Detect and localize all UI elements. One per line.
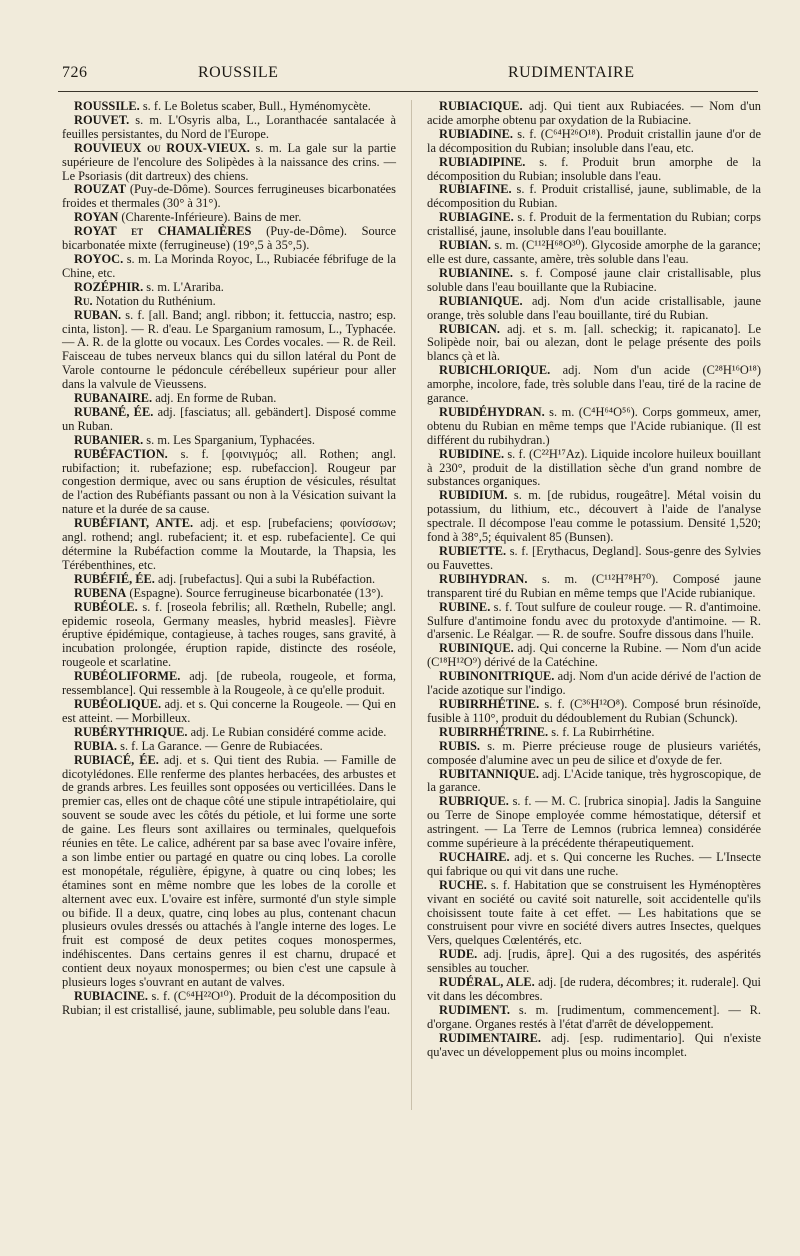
- entry-headword: RUBANAIRE.: [74, 391, 153, 406]
- entry-definition: s. m. Les Sparganium, Typhacées.: [143, 432, 315, 447]
- entry-definition: s. f. Produit de la fermentation du Rubian; corps cristallisé, jaune, insoluble dans l'eau bouillante.: [427, 210, 761, 239]
- entry-definition: adj. Nom d'un acide cristallisable, jaune orange, très soluble dans l'eau bouillante, tiré du Rubian.: [427, 293, 761, 322]
- header-rule: [58, 91, 758, 92]
- entry-headword: RUBIAN.: [439, 238, 491, 253]
- entry-definition: adj. En forme de Ruban.: [152, 391, 277, 406]
- dictionary-entry: [427, 726, 761, 740]
- entry-definition: adj. et s. m. [all. scheckig; it. rapicanato]. Le Solipède noir, bai ou alezan, dont le pelage présente des poils blancs çà et là.: [427, 321, 761, 364]
- entry-headword: RUCHAIRE.: [439, 849, 510, 864]
- dictionary-entry: [427, 642, 761, 670]
- dictionary-entry: [62, 434, 396, 448]
- dictionary-entry: [62, 517, 396, 573]
- entry-headword: RUBIAGINE.: [439, 210, 514, 225]
- entry-definition: s. f. (C²²H¹⁷Az). Liquide incolore huileux bouillant à 230°, produit de la distillation sèche d'un grand nombre de substances organiques.: [427, 446, 761, 489]
- dictionary-entry: [427, 545, 761, 573]
- entry-headword: RUBANIER.: [74, 432, 144, 447]
- dictionary-entry: [427, 448, 761, 490]
- entry-headword: RUBINE.: [439, 599, 491, 614]
- entry-headword: RUBÉOLE.: [74, 599, 138, 614]
- entry-headword: ROYAN: [74, 210, 119, 225]
- dictionary-entry: [427, 698, 761, 726]
- entry-headword: RUBIANINE.: [439, 265, 514, 280]
- dictionary-entry: [427, 364, 761, 406]
- dictionary-entry: [427, 211, 761, 239]
- dictionary-entry: [62, 990, 396, 1018]
- entry-headword: RUDIMENT.: [439, 1002, 511, 1017]
- entry-headword: RUDIMENTAIRE.: [439, 1030, 541, 1045]
- dictionary-entry: [62, 573, 396, 587]
- entry-headword: RUBRIQUE.: [439, 794, 509, 809]
- dictionary-entry: [62, 754, 396, 990]
- entry-definition: adj. Nom d'un acide dérivé de l'action de l'acide azotique sur l'indigo.: [427, 669, 761, 698]
- entry-definition: adj. [rudis, âpre]. Qui a des rugosités, des aspérités sensibles au toucher.: [427, 947, 761, 976]
- left-running-head: ROUSSILE: [198, 64, 279, 81]
- dictionary-entry: [427, 489, 761, 545]
- entry-headword: RUBIADINE.: [439, 126, 514, 141]
- entry-headword: ROUVET.: [74, 112, 130, 127]
- entry-headword: RUBIAFINE.: [439, 182, 512, 197]
- dictionary-entry: [427, 670, 761, 698]
- entry-definition: s. f. Produit brun amorphe de la décomposition du Rubian; insoluble dans l'eau.: [427, 154, 761, 183]
- entry-definition: s. f. [φοινιγμός; all. Rothen; angl. rubifaction; it. rubefazione; esp. rubefaccion]. Rougeur par congestion dermique, avec ou sans éruption de vésicules, résultat de l'action des Rubéfiants passant ou non à la Vésication suivant la nature et la durée de sa cause.: [62, 446, 396, 517]
- entry-headword: RUBICAN.: [439, 321, 500, 336]
- dictionary-entry: [427, 948, 761, 976]
- entry-definition: s. f. Composé jaune clair cristallisable, plus soluble dans l'eau bouillante que la Rubiacine.: [427, 265, 761, 294]
- entry-definition: s. m. L'Osyris alba, L., Loranthacée santalacée à feuilles persistantes, du Nord de l'Europe.: [62, 112, 396, 141]
- dictionary-entry: [427, 1032, 761, 1060]
- entry-headword: RUBIACÉ, ÉE.: [74, 752, 159, 767]
- entry-definition: adj. [de rubeola, rougeole, et forma, ressemblance]. Qui ressemble à la Rougeole, à ce qu'elle produit.: [62, 669, 396, 698]
- entry-definition: s. f. La Rubirrhétine.: [548, 724, 655, 739]
- entry-definition: adj. Qui concerne la Rubine. — Nom d'un acide (C¹⁸H¹²O⁹) dérivé de la Catéchine.: [427, 641, 761, 670]
- entry-definition: s. m. La Morinda Royoc, L., Rubiacée fébrifuge de la Chine, etc.: [62, 251, 396, 280]
- dictionary-entry: [62, 448, 396, 518]
- entry-headword: Ru.: [74, 293, 93, 308]
- dictionary-entry: [62, 670, 396, 698]
- entry-headword: RUBIS.: [439, 738, 480, 753]
- dictionary-entry: [62, 740, 396, 754]
- entry-headword: RUBIHYDRAN.: [439, 571, 528, 586]
- entry-definition: s. f. (C³⁶H¹²O⁸). Composé brun résinoïde, fusible à 110°, produit du dédoublement du Rubian (Schunck).: [427, 696, 761, 725]
- entry-definition: s. m. (C¹¹²H⁷⁸H⁷⁰). Composé jaune transparent tiré du Rubian en même temps que l'Acide rubianique.: [427, 571, 761, 600]
- dictionary-entry: [427, 573, 761, 601]
- dictionary-entry: [62, 183, 396, 211]
- dictionary-entry: [62, 726, 396, 740]
- dictionary-entry: [62, 114, 396, 142]
- entry-definition: s. f. [all. Band; angl. ribbon; it. fettuccia, nastro; esp. cinta, liston]. — R. d'eau. Le Sparganium ramosum, L., Typhacée. — A. R. de la glotte ou vocaux. Les Cordes vocales. — R. de Reil. Faisceau de tubes nerveux blancs qui du sillon latéral du Pont de Varole contourne le pédoncule cérébelleux supérieur pour aller dans la valvule de Vieussens.: [62, 307, 396, 392]
- entry-headword: RUDE.: [439, 947, 478, 962]
- entry-headword: RUBIADIPINE.: [439, 154, 526, 169]
- entry-headword: ROUSSILE.: [74, 99, 140, 113]
- entry-headword: RUBIRRHÉTINE.: [439, 696, 540, 711]
- entry-definition: adj. et esp. [rubefaciens; φοινίσσων; angl. rothend; angl. rubefacient; it. et esp. rubefaciente]. Ce qui détermine la Rubéfaction comme la Moutarde, la Thapsia, les Térébenthines, etc.: [62, 516, 397, 572]
- entry-headword: ROUVIEUX ou ROUX-VIEUX.: [74, 140, 250, 155]
- entry-definition: (Puy-de-Dôme). Sources ferrugineuses bicarbonatées froides et thermales (30° à 31°).: [62, 182, 396, 211]
- entry-definition: adj. [rubefactus]. Qui a subi la Rubéfaction.: [154, 571, 376, 586]
- dictionary-entry: [62, 309, 396, 392]
- entry-headword: RUBIRRHÉTRINE.: [439, 724, 549, 739]
- entry-headword: ROYAT et CHAMALIÈRES: [74, 224, 252, 239]
- dictionary-entry: [62, 698, 396, 726]
- entry-headword: RUBIETTE.: [439, 544, 507, 558]
- dictionary-entry: [62, 295, 396, 309]
- entry-definition: s. m. La gale sur la partie supérieure de l'encolure des Solipèdes à la naissance des crins. — Le Psoriasis (dit dartreux) des chiens.: [62, 140, 396, 183]
- dictionary-entry: [427, 976, 761, 1004]
- entry-headword: RUDÉRAL, ALE.: [439, 975, 535, 990]
- dictionary-entry: [427, 128, 761, 156]
- dictionary-entry: [427, 239, 761, 267]
- dictionary-entry: [427, 267, 761, 295]
- entry-headword: RUBIACIQUE.: [439, 99, 523, 113]
- entry-headword: RUBÉOLIFORME.: [74, 669, 181, 684]
- entry-definition: s. m. [de rubidus, rougeâtre]. Métal voisin du potassium, du lithium, etc., découvert à l'aide de l'analyse spectrale. Il décompose l'eau comme le potassium. Densité 1,520; fond à 38°,5; équivalent 85 (Bunsen).: [427, 488, 761, 545]
- entry-headword: ROYOC.: [74, 251, 124, 266]
- entry-definition: adj. [de rudera, décombres; it. ruderale]. Qui vit dans les décombres.: [427, 975, 761, 1003]
- dictionary-entry: [427, 768, 761, 796]
- dictionary-entry: [62, 211, 396, 225]
- entry-definition: s. f. Le Boletus scaber, Bull., Hyménomycète.: [139, 99, 371, 113]
- entry-headword: RUBIDINE.: [439, 446, 505, 461]
- dictionary-entry: [427, 406, 761, 448]
- dictionary-entry: [62, 225, 396, 253]
- entry-headword: ROUZAT: [74, 182, 127, 197]
- entry-definition: adj. Qui tient aux Rubiacées. — Nom d'un acide amorphe obtenu par oxydation de la Rubiacine.: [427, 99, 761, 127]
- entry-headword: RUBIANIQUE.: [439, 293, 523, 308]
- entry-definition: adj. et s. Qui tient des Rubia. — Famille de dicotylédones. Elle renferme des plantes herbacées, des arbustes et de grands arbres. Les feuilles sont opposées ou verticillées. Dans le premier cas, elles ont de chaque côté une stipule intrapétiolaire, qui souvent se soude avec les côtés du pétiole, et lui forme une sorte de gaine. Les fleurs sont axillaires ou terminales, quelquefois réunies en tête. Le calice, adhérent par sa base avec l'ovaire infère, a son limbe entier ou partagé en quatre ou cinq lobes. La corolle est monopétale, régulière, épigyne, à quatre ou cinq lobes; les étamines sont en même nombre que les lobes de la corolle et alternent avec eux. L'ovaire est infère, surmonté d'un style simple ou bifide. Il a deux, quatre, cinq lobes au plus, contenant chacun plusieurs ovules dressés ou attachés à l'angle interne des loges. Le fruit est composé de deux petites coques monospermes, indéhiscentes. Dans certains genres il est charnu, drupacé et contient deux noyaux monospermes; ou bien c'est une capsule à plusieurs loges s'ouvrant en autant de valves.: [62, 752, 397, 990]
- dictionary-entry: [427, 879, 761, 949]
- entry-definition: s. f. [roseola febrilis; all. Rœtheln, Rubelle; angl. epidemic roseola, Germany measles, hybrid measles]. Fièvre éruptive épidémique, contagieuse, à taches rouges, sans gravité, à incubation prolongée, éruption rapide, distincte des roséole, rougeole et scarlatine.: [62, 599, 396, 670]
- entry-definition: s. f. Habitation que se construisent les Hyménoptères vivant en société ou cavité soit naturelle, soit accidentelle qu'ils choisissent toute faite à cet effet. — Les habitations que se construisent pour vivre en société divers autres Insectes, quelques Vers, quelques Cœlentérés, etc.: [427, 877, 761, 948]
- dictionary-entry: [62, 406, 396, 434]
- entry-definition: adj. [esp. rudimentario]. Qui n'existe qu'avec un développement plus ou moins incomplet.: [427, 1030, 761, 1059]
- entry-headword: RUCHE.: [439, 877, 487, 892]
- entry-definition: s. f. Tout sulfure de couleur rouge. — R. d'antimoine. Sulfure d'antimoine fondu avec du protoxyde d'antimoine. — R. d'arsenic. Le Réalgar. — R. de soufre. Soufre dissous dans l'huile.: [427, 599, 761, 642]
- dictionary-entry: [427, 795, 761, 851]
- entry-definition: (Puy-de-Dôme). Source bicarbonatée mixte (ferrugineuse) (19°,5 à 35°,5).: [62, 224, 397, 253]
- entry-definition: (Charente-Inférieure). Bains de mer.: [118, 210, 302, 225]
- dictionary-entry: [62, 253, 396, 281]
- dictionary-entry: [427, 601, 761, 643]
- entry-definition: adj. [fasciatus; all. gebändert]. Disposé comme un Ruban.: [62, 404, 396, 433]
- entry-definition: adj. et s. Qui concerne les Ruches. — L'Insecte qui fabrique ou qui vit dans une ruche.: [427, 849, 761, 878]
- entry-definition: s. f. — M. C. [rubrica sinopia]. Jadis la Sanguine ou Terre de Sinope employée comme hémostatique, détersif et astringent. — La Terre de Lemnos (rubrica lemnea) considérée comme supérieure à la précédente thérapeutiquement.: [427, 794, 761, 851]
- dictionary-entry: [62, 601, 396, 671]
- entry-headword: RUBICHLORIQUE.: [439, 363, 551, 378]
- entry-definition: s. f. (C⁶⁴H²²O¹⁰). Produit de la décomposition du Rubian; il est cristallisé, jaune, sublimable, peu soluble dans l'eau.: [62, 989, 396, 1017]
- running-header: [0, 64, 800, 94]
- column-divider: [411, 100, 412, 1110]
- entry-headword: RUBANÉ, ÉE.: [74, 404, 154, 419]
- entry-headword: RUBÉFIANT, ANTE.: [74, 516, 194, 531]
- dictionary-entry: [62, 587, 396, 601]
- entry-definition: s. m. Pierre précieuse rouge de plusieurs variétés, composée d'alumine avec un peu de silice et d'oxyde de fer.: [427, 738, 761, 767]
- entry-definition: (Espagne). Source ferrugineuse bicarbonatée (13°).: [126, 585, 384, 600]
- entry-definition: adj. et s. Qui concerne la Rougeole. — Qui en est atteint. — Morbilleux.: [62, 696, 396, 725]
- entry-headword: RUBIACINE.: [74, 989, 149, 1003]
- entry-definition: s. f. La Garance. — Genre de Rubiacées.: [117, 738, 323, 753]
- entry-definition: s. m. (C¹¹²H⁶⁸O³⁰). Glycoside amorphe de la garance; elle est dure, cassante, amère, très soluble dans l'eau.: [427, 238, 761, 266]
- entry-headword: RUBÉFACTION.: [74, 446, 168, 461]
- left-column: [62, 100, 396, 1018]
- entry-headword: RUBINIQUE.: [439, 641, 514, 656]
- dictionary-entry: [62, 392, 396, 406]
- page-number: 726: [62, 64, 88, 81]
- entry-definition: s. f. [Erythacus, Degland]. Sous-genre des Sylvies ou Fauvettes.: [427, 544, 761, 572]
- dictionary-entry: [62, 100, 396, 114]
- entry-headword: RUBIDIUM.: [439, 488, 508, 503]
- entry-headword: ROZÉPHIR.: [74, 279, 144, 294]
- entry-definition: s. m. L'Arariba.: [143, 279, 224, 294]
- entry-headword: RUBITANNIQUE.: [439, 766, 539, 781]
- entry-definition: adj. L'Acide tanique, très hygroscopique, de la garance.: [427, 766, 761, 795]
- dictionary-entry: [427, 156, 761, 184]
- entry-headword: RUBÉRYTHRIQUE.: [74, 724, 188, 739]
- dictionary-entry: [427, 183, 761, 211]
- dictionary-entry: [427, 295, 761, 323]
- right-running-head: RUDIMENTAIRE: [508, 64, 635, 81]
- dictionary-entry: [427, 323, 761, 365]
- entry-headword: RUBINONITRIQUE.: [439, 669, 555, 684]
- entry-definition: s. f. Produit cristallisé, jaune, sublimable, de la décomposition du Rubian.: [427, 182, 761, 211]
- dictionary-entry: [427, 740, 761, 768]
- dictionary-entry: [62, 142, 396, 184]
- entry-headword: RUBÉFIÉ, ÉE.: [74, 571, 155, 586]
- right-column: [427, 100, 761, 1060]
- entry-definition: s. m. [rudimentum, commencement]. — R. d'organe. Organes restés à l'état d'arrêt de développement.: [427, 1002, 761, 1031]
- entry-definition: Notation du Ruthénium.: [92, 293, 216, 308]
- entry-definition: adj. Nom d'un acide (C²⁸H¹⁶O¹⁸) amorphe, incolore, fade, très soluble dans l'eau, tiré de la racine de garance.: [427, 363, 761, 406]
- entry-headword: RUBENA: [74, 585, 127, 600]
- dictionary-entry: [62, 281, 396, 295]
- entry-definition: s. m. (C⁴H⁶⁴O⁵⁶). Corps gommeux, amer, obtenu du Rubian en même temps que l'Acide rubianique. (Il est différent du rubihydran.): [427, 404, 761, 447]
- entry-headword: RUBÉOLIQUE.: [74, 696, 162, 711]
- dictionary-entry: [427, 1004, 761, 1032]
- dictionary-entry: [427, 851, 761, 879]
- entry-definition: adj. Le Rubian considéré comme acide.: [187, 724, 387, 739]
- entry-definition: s. f. (C⁶⁴H²⁶O¹⁸). Produit cristallin jaune d'or de la décomposition du Rubian; insoluble dans l'eau, etc.: [427, 126, 761, 155]
- entry-headword: RUBIDÉHYDRAN.: [439, 404, 545, 419]
- entry-headword: RUBIA.: [74, 738, 118, 753]
- dictionary-entry: [427, 100, 761, 128]
- entry-headword: RUBAN.: [74, 307, 122, 322]
